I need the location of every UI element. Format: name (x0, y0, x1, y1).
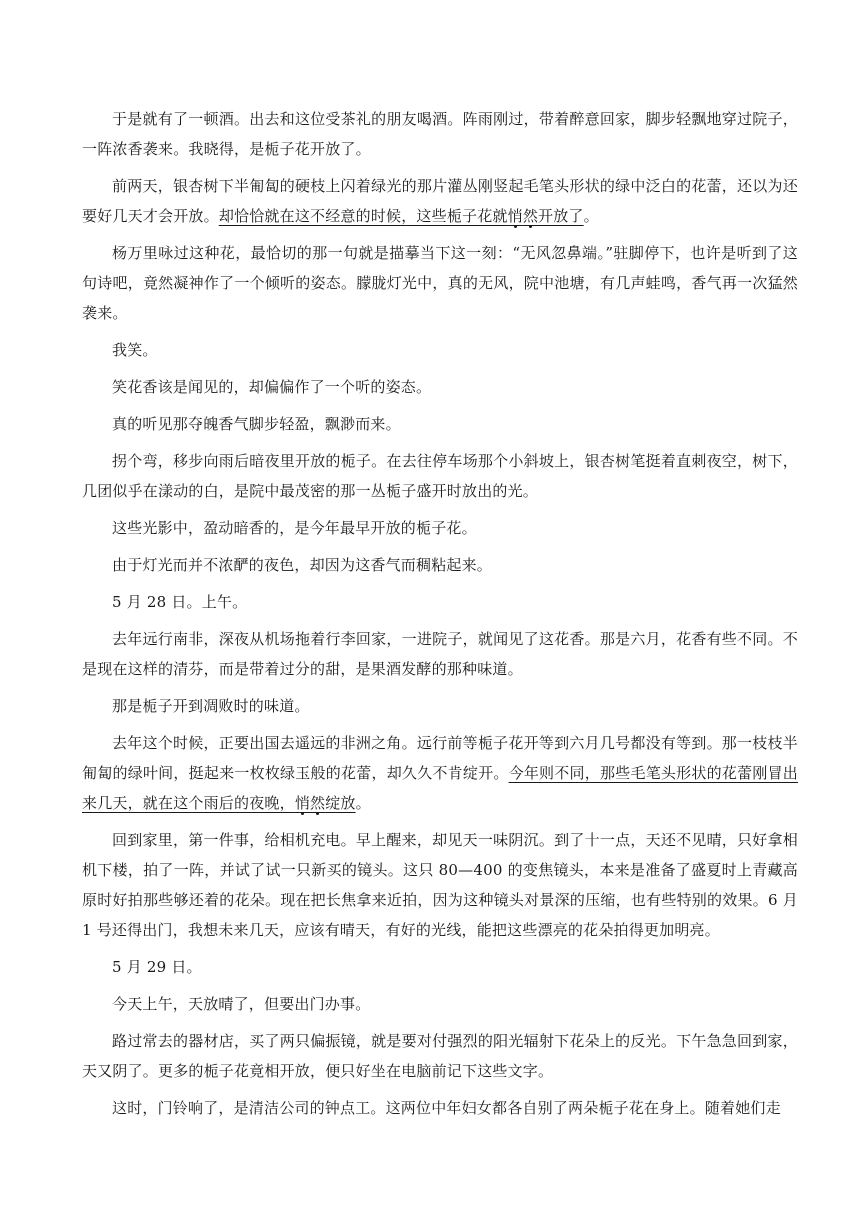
paragraph-3 (82, 238, 798, 328)
paragraph-7 (82, 446, 798, 506)
emphasis-dot-char: 然 (310, 794, 326, 812)
text-run: 杨万里咏过这种花，最恰切的那一句就是描摹当下这一刻：“无风忽鼻端。”驻脚停下，也许是听到了这句诗吧，竟然凝神作了一个倾听的姿态。朦胧灯光中，真的无风，院中池塘，有几声蛙鸣，香气再一次猛然袭来。 (82, 244, 798, 322)
text-run: 今天上午，天放晴了，但要出门办事。 (112, 995, 371, 1013)
text-run: 去年远行南非，深夜从机场拖着行李回家，一进院子，就闻见了这花香。那是六月，花香有些不同。不是现在这样的清芬，而是带着过分的甜，是果酒发酵的那种味道。 (82, 630, 798, 678)
text-run: 回到家里，第一件事，给相机充电。早上醒来，却见天一味阴沉。到了十一点，天还不见晴，只好拿相机下楼，拍了一阵，并试了试一只新买的镜头。这只 80—400 的变焦镜头，本来是准备了盛夏时上青藏高原时好拍那些够还着的花朵。现在把长焦拿来近拍，因为这种镜头对景深的压缩，也有些特别的效果。6 月 1 号还得出门，我想未来几天，应该有晴天，有好的光线，能把这些漂亮的花朵拍得更加明亮。 (82, 831, 798, 939)
text-run: 拐个弯，移步向雨后暗夜里开放的栀子。在去往停车场那个小斜坡上，银杏树笔挺着直刺夜空，树下，几团似乎在漾动的白，是院中最茂密的那一丛栀子盛开时放出的光。 (82, 452, 798, 500)
paragraph-14 (82, 825, 798, 945)
text-run: 真的听见那夺魄香气脚步轻盈，飘渺而来。 (112, 415, 401, 433)
paragraph-17 (82, 1026, 798, 1086)
emphasis-dot-char: 悄 (507, 207, 523, 225)
text-run: 我笑。 (112, 341, 158, 359)
paragraph-13 (82, 728, 798, 818)
paragraph-8 (82, 513, 798, 543)
paragraph-4 (82, 335, 798, 365)
paragraph-12 (82, 691, 798, 721)
text-run: 笑花香该是闻见的，却偏偏作了一个听的姿态。 (112, 378, 432, 396)
text-run: 去年这个时候，正要出国去遥远的非洲之角。远行前等栀子花开等到六月几号都没有等到。那一枝枝半匍匐的绿叶间，挺起来一枚枚绿玉般的花蕾，却久久不肯绽开。 (82, 734, 798, 782)
paragraph-16 (82, 989, 798, 1019)
underlined-text: 开放了 (538, 207, 584, 225)
emphasis-dot-char: 悄 (294, 794, 311, 812)
paragraph-10-date (82, 587, 798, 617)
text-run: 路过常去的器材店，买了两只偏振镜，就是要对付强烈的阳光辐射下花朵上的反光。下午急急回到家，天又阴了。更多的栀子花竟相开放，便只好坐在电脑前记下这些文字。 (82, 1032, 798, 1080)
paragraph-9 (82, 550, 798, 580)
underlined-text: 却恰恰就在这不经意的时候，这些栀子花就 (218, 207, 508, 225)
paragraph-15-date (82, 952, 798, 982)
text-run: 。 (583, 207, 599, 225)
underlined-text: 绽放 (325, 794, 356, 812)
underlined-text: 今年则不同，那些毛笔头形状的花蕾刚冒出来几天，就在这个雨后的夜晚， (82, 764, 798, 812)
paragraph-18 (82, 1093, 798, 1123)
text-run: 这时，门铃响了，是清洁公司的钟点工。这两位中年妇女都各自别了两朵栀子花在身上。随着她们走 (112, 1099, 781, 1117)
text-run: 那是栀子开到凋败时的味道。 (112, 697, 310, 715)
text-run: 这些光影中，盈动暗香的，是今年最早开放的栀子花。 (112, 519, 477, 537)
text-run: 5 月 29 日。 (112, 958, 202, 976)
paragraph-6 (82, 409, 798, 439)
text-run: 。 (355, 794, 371, 812)
text-run: 5 月 28 日。上午。 (112, 593, 248, 611)
paragraph-2 (82, 171, 798, 231)
paragraph-11 (82, 624, 798, 684)
text-run: 于是就有了一顿酒。出去和这位受茶礼的朋友喝酒。阵雨刚过，带着醉意回家，脚步轻飘地穿过院子，一阵浓香袭来。我晓得，是栀子花开放了。 (82, 110, 798, 158)
emphasis-dot-char: 然 (522, 207, 539, 225)
text-run: 前两天，银杏树下半匍匐的硬枝上闪着绿光的那片灌丛刚竖起毛笔头形状的绿中泛白的花蕾，还以为还要好几天才会开放。 (82, 177, 798, 225)
paragraph-5 (82, 372, 798, 402)
paragraph-1 (82, 104, 798, 164)
text-run: 由于灯光而并不浓酽的夜色，却因为这香气而稠粘起来。 (112, 556, 493, 574)
